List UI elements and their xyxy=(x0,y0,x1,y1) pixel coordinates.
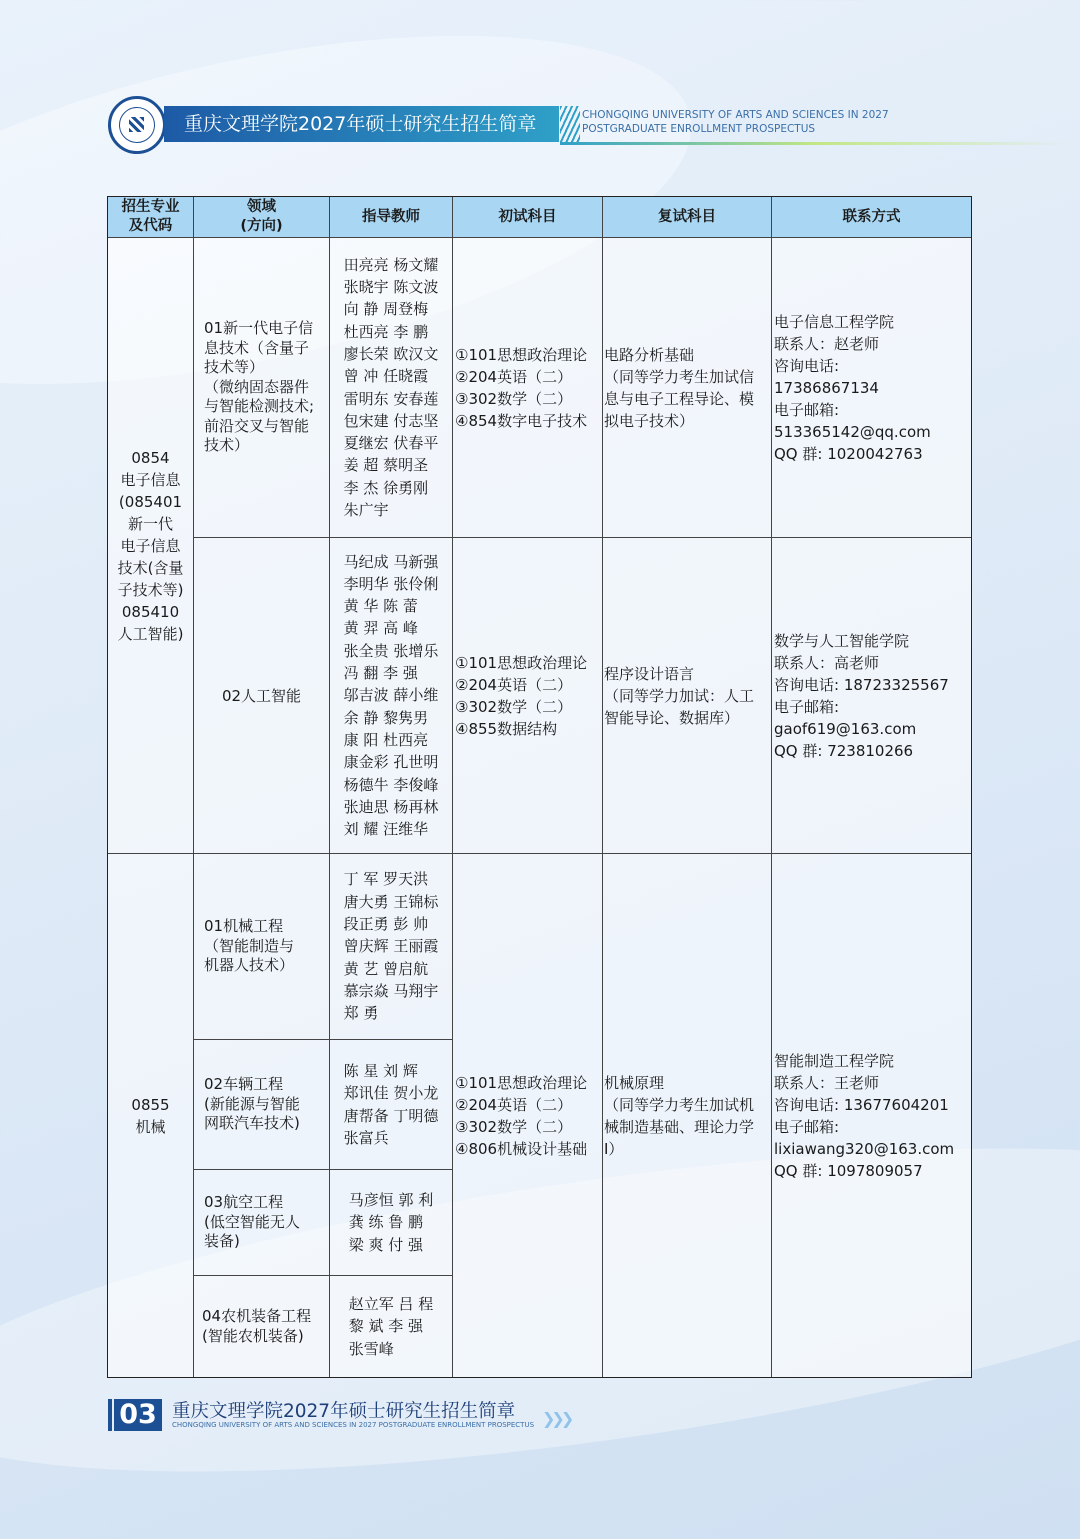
footer-bar xyxy=(108,1399,112,1431)
table-header-field: 领域 (方向) xyxy=(194,197,330,238)
table-header-major: 招生专业 及代码 xyxy=(108,197,194,238)
exam-cell: ①101思想政治理论 ②204英语（二） ③302数学（二） ④855数据结构 xyxy=(453,538,603,854)
logo-mark-icon xyxy=(129,117,144,132)
field-cell: 04农机装备工程 (智能农机装备) xyxy=(194,1276,330,1377)
page-header xyxy=(108,96,1068,160)
contact-cell: 智能制造工程学院 联系人：王老师 咨询电话: 13677604201 电子邮箱: lixiawang320@163.com QQ 群: 1097809057 xyxy=(774,1051,955,1180)
exam-cell: ①101思想政治理论 ②204英语（二） ③302数学（二） ④854数字电子技术 xyxy=(453,238,603,538)
teachers-cell: 赵立军 吕 程 黎 斌 李 强 张雪峰 xyxy=(330,1276,453,1377)
retest-cell: 程序设计语言 （同等学力加试：人工 智能导论、数据库） xyxy=(603,538,772,854)
page-number: 03 xyxy=(114,1399,162,1431)
table-header-teachers: 指导教师 xyxy=(330,197,453,238)
logo-ring xyxy=(119,107,155,143)
header-subtitle-en-line1: CHONGQING UNIVERSITY OF ARTS AND SCIENCES IN 2027 xyxy=(582,109,889,121)
teachers-cell: 田亮亮 杨文耀 张晓宇 陈文波 向 静 周登梅 杜西亮 李 鹏 廖长荣 欧汉文 曾 冲 任晓霞 雷明东 安春莲 包宋建 付志坚 夏继宏 伏春平 姜 超 蔡明圣 李 杰 徐勇刚 朱广宇 xyxy=(330,238,453,538)
teachers-cell: 丁 军 罗天洪 唐大勇 王锦标 段正勇 彭 帅 曾庆辉 王丽霞 黄 艺 曾启航 慕宗焱 马翔宇 郑 勇 xyxy=(330,854,453,1040)
footer-subtitle-en: CHONGQING UNIVERSITY OF ARTS AND SCIENCES IN 2027 POSTGRADUATE ENROLLMENT PROSPECTUS xyxy=(172,1421,535,1429)
field-cell: 01机械工程 （智能制造与 机器人技术） xyxy=(194,854,330,1040)
teachers-cell: 马彦恒 郭 利 龚 练 鲁 鹏 梁 爽 付 强 xyxy=(330,1170,453,1276)
teachers-cell: 陈 星 刘 辉 郑讯佳 贺小龙 唐帮备 丁明德 张富兵 xyxy=(330,1040,453,1170)
header-slash-decoration xyxy=(560,106,580,142)
header-subtitle-en xyxy=(582,108,889,136)
contact-cell: 数学与人工智能学院 联系人：高老师 咨询电话: 18723325567 电子邮箱: gaof619@163.com QQ 群: 723810266 xyxy=(772,538,971,854)
chevron-right-icon: ❯❯❯ xyxy=(542,1409,571,1428)
field-cell: 02人工智能 xyxy=(194,538,330,854)
retest-cell: 机械原理 （同等学力考生加试机 械制造基础、理论力学 Ⅰ） xyxy=(603,854,772,1377)
teachers-cell: 马纪成 马新强 李明华 张伶俐 黄 华 陈 蕾 黄 羿 高 峰 张全贵 张增乐 冯 翻 李 强 邬吉波 薛小维 余 静 黎隽男 康 阳 杜西亮 康金彩 孔世明 杨德牛 李俊峰 张迪思 杨再林 刘 耀 汪维华 xyxy=(330,538,453,854)
footer-title: 重庆文理学院2027年硕士研究生招生简章 xyxy=(172,1401,516,1422)
contact-cell: 电子信息工程学院 联系人：赵老师 咨询电话: 17386867134 电子邮箱: 513365142@qq.com QQ 群: 1020042763 xyxy=(772,238,971,538)
table-header-contact: 联系方式 xyxy=(772,197,971,238)
field-cell: 02车辆工程 (新能源与智能 网联汽车技术) xyxy=(194,1040,330,1170)
major-0854: 0854 电子信息 (085401 新一代 电子信息 技术(含量 子技术等) 085410 人工智能) xyxy=(108,238,194,854)
page-footer xyxy=(108,1397,578,1433)
table-header-exam: 初试科目 xyxy=(453,197,603,238)
field-cell: 03航空工程 (低空智能无人 装备) xyxy=(194,1170,330,1276)
university-logo xyxy=(108,96,166,154)
field-cell: 01新一代电子信 息技术（含量子 技术等） （微纳固态器件 与智能检测技术; 前沿交叉与智能 技术） xyxy=(194,238,330,538)
exam-cell: ①101思想政治理论 ②204英语（二） ③302数学（二） ④806机械设计基础 xyxy=(453,854,603,1377)
header-title: 重庆文理学院2027年硕士研究生招生简章 xyxy=(164,106,559,142)
table-header-retest: 复试科目 xyxy=(603,197,772,238)
enrollment-table xyxy=(107,196,972,1378)
header-subtitle-en-line2: POSTGRADUATE ENROLLMENT PROSPECTUS xyxy=(582,123,816,135)
header-underline xyxy=(560,142,1070,145)
retest-cell: 电路分析基础 （同等学力考生加试信 息与电子工程导论、模 拟电子技术） xyxy=(603,238,772,538)
major-0855: 0855 机械 xyxy=(108,854,194,1377)
